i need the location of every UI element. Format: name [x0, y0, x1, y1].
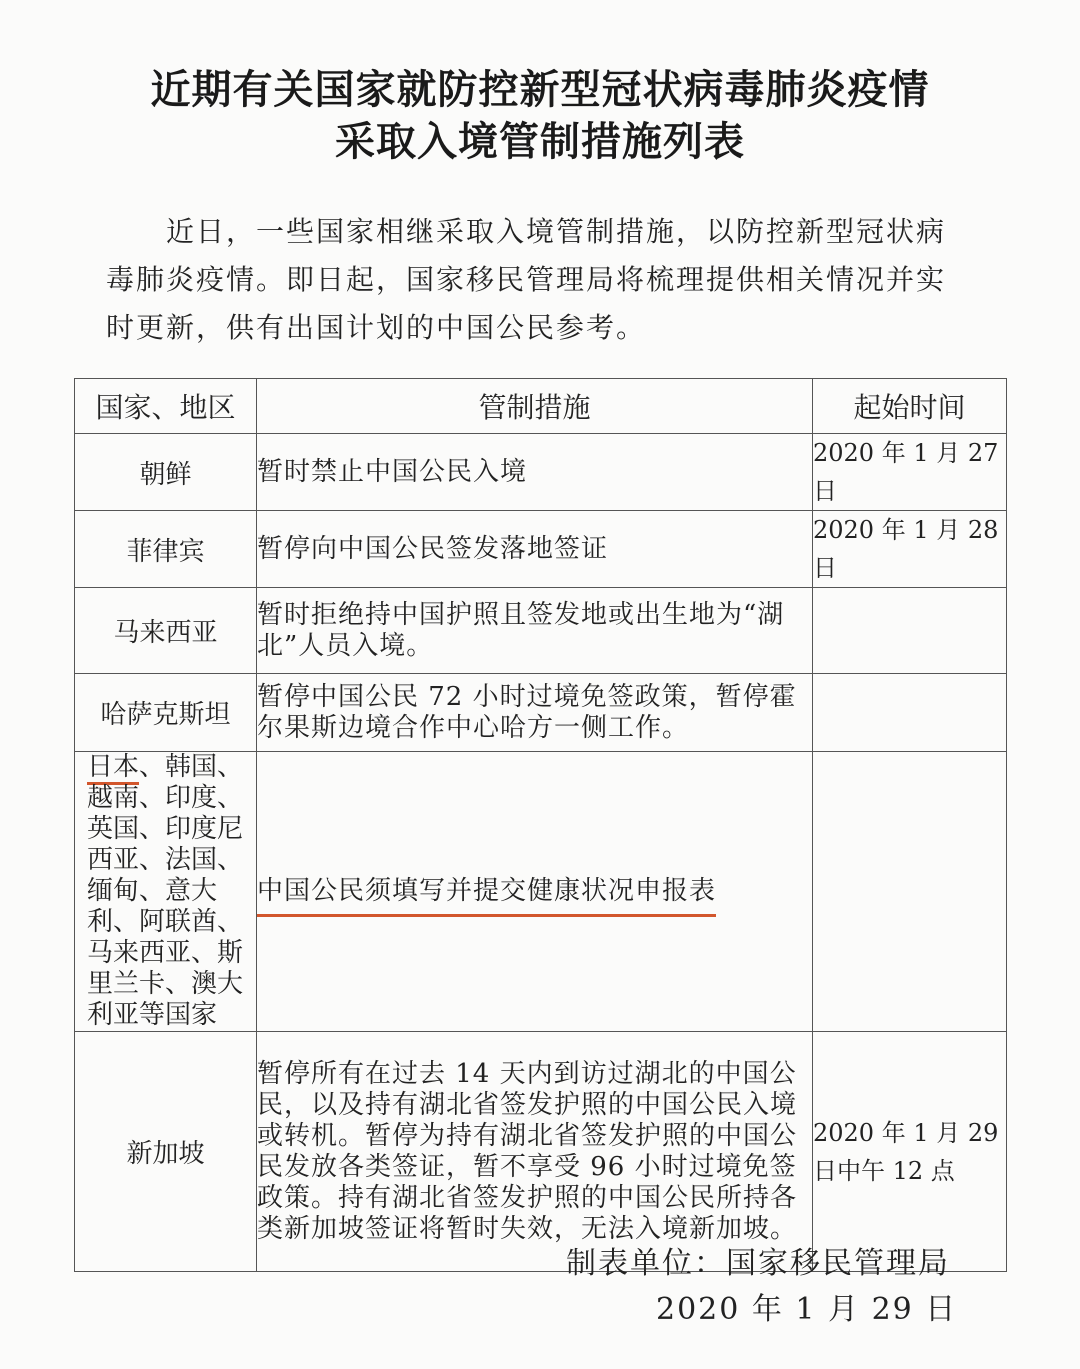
date-cell: 2020 年 1 月 28 日 [813, 511, 1007, 588]
country-cell: 新加坡 [75, 1032, 257, 1272]
measure-cell: 暂停中国公民 72 小时过境免签政策，暂停霍尔果斯边境合作中心哈方一侧工作。 [257, 674, 813, 752]
document-title [0, 64, 1080, 168]
entry-control-table [74, 378, 1007, 1272]
country-list: 、韩国、越南、印度、英国、印度尼西亚、法国、缅甸、意大利、阿联酋、马来西亚、斯里兰卡、澳大利亚等国家 [87, 752, 244, 1030]
health-declaration-highlight: 中国公民须填写并提交健康状况申报表 [257, 876, 716, 917]
header-start-date: 起始时间 [813, 379, 1007, 434]
issue-date: 2020 年 1 月 29 日 [656, 1292, 958, 1327]
country-cell: 菲律宾 [75, 511, 257, 588]
date-cell: 2020 年 1 月 29 日中午 12 点 [813, 1032, 1007, 1272]
date-cell [813, 752, 1007, 1032]
japan-highlight: 日本 [87, 752, 139, 785]
intro-text: 近日，一些国家相继采取入境管制措施，以防控新型冠状病毒肺炎疫情。即日起，国家移民管理局将梳理提供相关情况并实时更新，供有出国计划的中国公民参考。 [106, 215, 947, 344]
header-country: 国家、地区 [75, 379, 257, 434]
intro-paragraph [106, 208, 956, 352]
table-header-row [75, 379, 1007, 434]
date-cell [813, 588, 1007, 674]
country-cell: 哈萨克斯坦 [75, 674, 257, 752]
country-cell [75, 752, 257, 1032]
table-row [75, 1032, 1007, 1272]
country-cell: 马来西亚 [75, 588, 257, 674]
measure-cell: 暂停所有在过去 14 天内到访过湖北的中国公民，以及持有湖北省签发护照的中国公民入境或转机。暂停为持有湖北省签发护照的中国公民发放各类签证，暂不享受 96 小时过境免签政策。持有湖北省签发护照的中国公民所持各类新加坡签证将暂时失效，无法入境新加坡。 [257, 1032, 813, 1272]
table-row [75, 511, 1007, 588]
title-line-2: 采取入境管制措施列表 [335, 119, 745, 165]
table-row [75, 752, 1007, 1032]
issuing-unit: 制表单位：国家移民管理局 [566, 1246, 950, 1281]
country-cell: 朝鲜 [75, 434, 257, 511]
measure-cell: 暂时禁止中国公民入境 [257, 434, 813, 511]
date-cell: 2020 年 1 月 27 日 [813, 434, 1007, 511]
header-measure: 管制措施 [257, 379, 813, 434]
measure-cell [257, 752, 813, 1032]
measure-cell: 暂停向中国公民签发落地签证 [257, 511, 813, 588]
measure-cell: 暂时拒绝持中国护照且签发地或出生地为“湖北”人员入境。 [257, 588, 813, 674]
table-row [75, 674, 1007, 752]
title-line-1: 近期有关国家就防控新型冠状病毒肺炎疫情 [150, 67, 930, 113]
date-cell [813, 674, 1007, 752]
table-row [75, 588, 1007, 674]
table-row [75, 434, 1007, 511]
